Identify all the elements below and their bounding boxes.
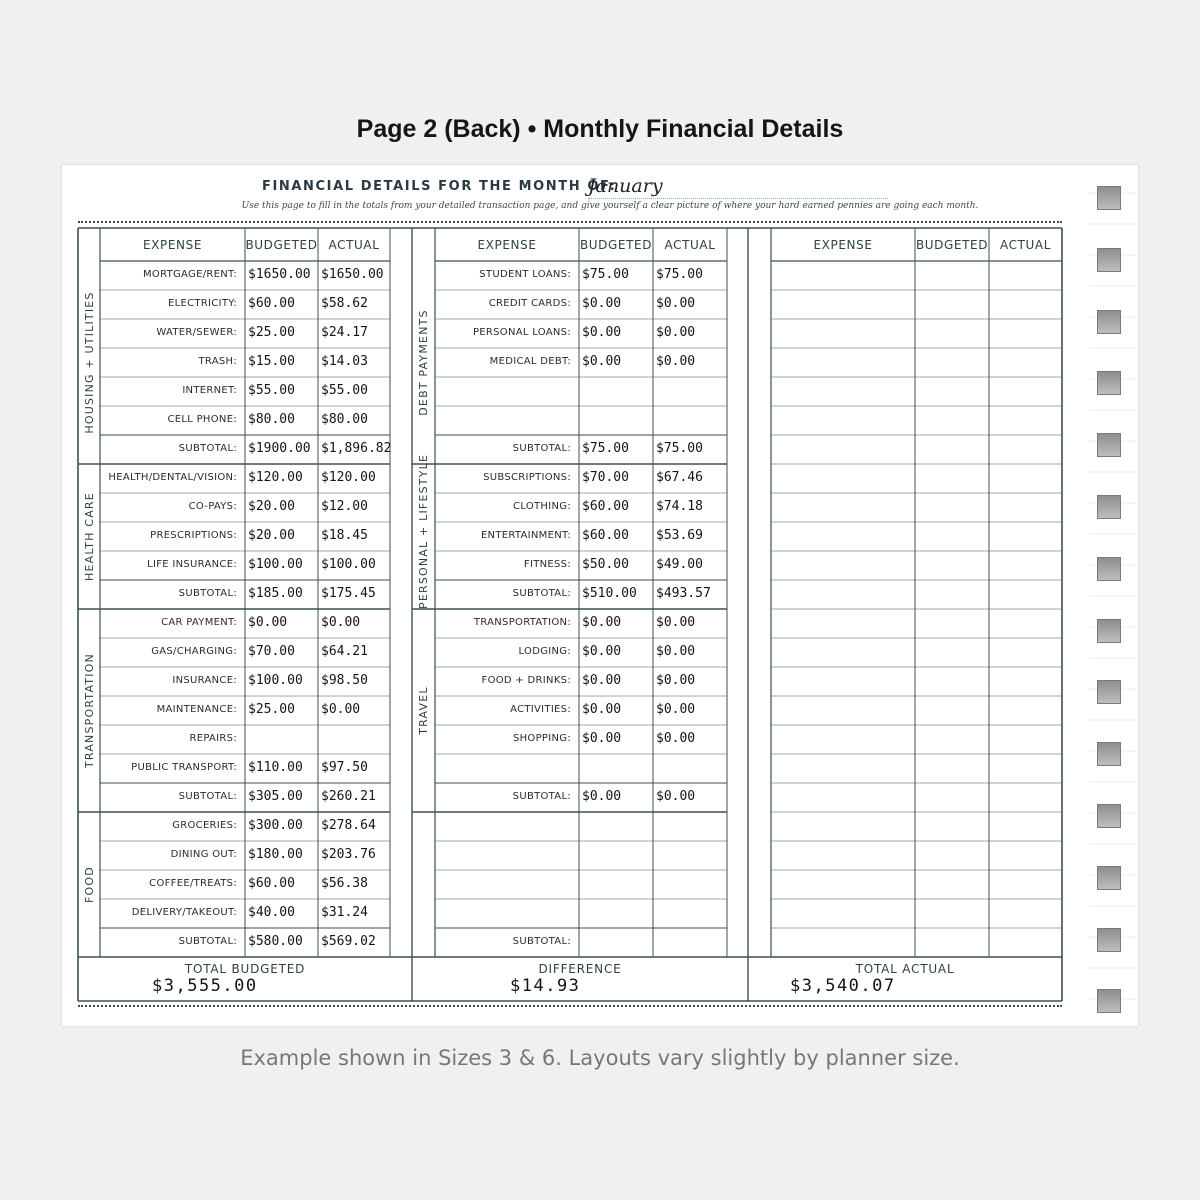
expense-label: GAS/CHARGING:: [151, 646, 237, 657]
spiral-binding-strip: [1089, 165, 1137, 1026]
actual-header: ACTUAL: [664, 238, 716, 252]
actual-value: $100.00: [321, 557, 376, 572]
section-title-1-2: TRAVEL: [417, 685, 430, 735]
budgeted-value: $40.00: [248, 905, 295, 920]
budgeted-value: $55.00: [248, 383, 295, 398]
expense-label: PUBLIC TRANSPORT:: [131, 762, 237, 773]
subtotal-label: SUBTOTAL:: [512, 936, 571, 947]
budgeted-value: $60.00: [248, 296, 295, 311]
month-label: FINANCIAL DETAILS FOR THE MONTH OF:: [262, 179, 617, 194]
actual-value: $0.00: [656, 673, 696, 688]
budgeted-value: $110.00: [248, 760, 303, 775]
expense-label: WATER/SEWER:: [156, 327, 237, 338]
budgeted-value: $300.00: [248, 818, 303, 833]
budgeted-value: $75.00: [582, 441, 629, 456]
month-value: January: [588, 175, 888, 199]
budgeted-value: $60.00: [582, 499, 629, 514]
actual-value: $64.21: [321, 644, 368, 659]
budgeted-value: $305.00: [248, 789, 303, 804]
expense-label: TRASH:: [198, 356, 237, 367]
budgeted-value: $100.00: [248, 557, 303, 572]
expense-label: FOOD + DRINKS:: [481, 675, 571, 686]
budgeted-value: $0.00: [582, 731, 622, 746]
budgeted-value: $185.00: [248, 586, 303, 601]
expense-label: CELL PHONE:: [167, 414, 237, 425]
budgeted-value: $25.00: [248, 702, 295, 717]
actual-value: $278.64: [321, 818, 376, 833]
actual-value: $569.02: [321, 934, 376, 949]
section-title-0-2: TRANSPORTATION: [82, 652, 96, 768]
expense-label: DELIVERY/TAKEOUT:: [131, 907, 237, 918]
actual-header: ACTUAL: [1000, 238, 1051, 252]
expense-label: STUDENT LOANS:: [479, 269, 571, 280]
actual-value: $0.00: [656, 789, 696, 804]
subtotal-label: SUBTOTAL:: [512, 443, 571, 454]
actual-value: $203.76: [321, 847, 376, 862]
subtotal-label: SUBTOTAL:: [178, 588, 237, 599]
binding-hole: [1097, 866, 1121, 890]
expense-label: CLOTHING:: [513, 501, 571, 512]
budgeted-value: $120.00: [248, 470, 303, 485]
actual-value: $12.00: [321, 499, 368, 514]
budgeted-value: $70.00: [248, 644, 295, 659]
dotted-divider-bottom: [78, 1005, 1062, 1007]
section-title-0-3: FOOD: [82, 865, 96, 903]
budgeted-header: BUDGETED: [579, 238, 653, 252]
budgeted-header: BUDGETED: [245, 238, 318, 252]
actual-value: $53.69: [656, 528, 703, 543]
budgeted-value: $0.00: [582, 354, 622, 369]
expense-label: MAINTENANCE:: [156, 704, 237, 715]
actual-value: $0.00: [656, 325, 696, 340]
page-title: Page 2 (Back) • Monthly Financial Details: [356, 115, 844, 143]
budgeted-value: $70.00: [582, 470, 629, 485]
subtotal-label: SUBTOTAL:: [178, 791, 237, 802]
binding-hole: [1097, 680, 1121, 704]
budgeted-value: $0.00: [582, 789, 622, 804]
budgeted-value: $0.00: [582, 296, 622, 311]
total-actual-value: $3,540.07: [790, 976, 896, 996]
binding-hole: [1097, 248, 1121, 272]
expense-label: ENTERTAINMENT:: [480, 530, 571, 541]
budgeted-value: $0.00: [582, 702, 622, 717]
expense-label: ACTIVITIES:: [510, 704, 571, 715]
expense-label: LODGING:: [518, 646, 571, 657]
binding-hole: [1097, 433, 1121, 457]
expense-label: LIFE INSURANCE:: [147, 559, 237, 570]
actual-value: $0.00: [656, 615, 696, 630]
expense-label: COFFEE/TREATS:: [149, 878, 237, 889]
budgeted-value: $0.00: [582, 615, 622, 630]
expense-label: CO-PAYS:: [188, 501, 237, 512]
budgeted-value: $1900.00: [248, 441, 311, 456]
expense-label: PERSONAL LOANS:: [472, 327, 571, 338]
expense-label: INTERNET:: [182, 385, 237, 396]
actual-value: $75.00: [656, 441, 703, 456]
budgeted-value: $0.00: [582, 325, 622, 340]
actual-value: $120.00: [321, 470, 376, 485]
budgeted-value: $100.00: [248, 673, 303, 688]
expense-header: EXPENSE: [813, 238, 873, 252]
actual-value: $74.18: [656, 499, 703, 514]
expense-label: CREDIT CARDS:: [488, 298, 571, 309]
budgeted-value: $25.00: [248, 325, 295, 340]
actual-value: $0.00: [656, 644, 696, 659]
actual-value: $175.45: [321, 586, 376, 601]
expense-label: REPAIRS:: [189, 733, 237, 744]
subtotal-label: SUBTOTAL:: [512, 588, 571, 599]
subtotal-label: SUBTOTAL:: [512, 791, 571, 802]
actual-value: $0.00: [656, 296, 696, 311]
expense-header: EXPENSE: [477, 238, 537, 252]
budgeted-value: $20.00: [248, 528, 295, 543]
budgeted-value: $0.00: [582, 673, 622, 688]
caption-text: Example shown in Sizes 3 & 6. Layouts vary slightly by planner size.: [240, 1046, 960, 1070]
actual-header: ACTUAL: [328, 238, 380, 252]
total-budgeted-label: TOTAL BUDGETED: [184, 962, 306, 976]
subtotal-label: SUBTOTAL:: [178, 936, 237, 947]
actual-value: $14.03: [321, 354, 368, 369]
actual-value: $0.00: [656, 731, 696, 746]
budgeted-value: $60.00: [582, 528, 629, 543]
actual-value: $0.00: [321, 702, 361, 717]
expense-label: INSURANCE:: [172, 675, 237, 686]
actual-value: $24.17: [321, 325, 368, 340]
expense-label: MEDICAL DEBT:: [489, 356, 571, 367]
actual-value: $75.00: [656, 267, 703, 282]
actual-value: $49.00: [656, 557, 703, 572]
dotted-divider-top: [78, 221, 1062, 223]
budgeted-value: $80.00: [248, 412, 295, 427]
actual-value: $1,896.82: [321, 441, 392, 456]
binding-hole: [1097, 371, 1121, 395]
instructions-text: Use this page to fill in the totals from your detailed transaction page, and give yourself a clear picture of where your hard earned pennies are going each month.: [241, 201, 979, 211]
expense-header: EXPENSE: [143, 238, 202, 252]
expense-label: FITNESS:: [523, 559, 571, 570]
expense-label: GROCERIES:: [172, 820, 237, 831]
actual-value: $0.00: [321, 615, 361, 630]
actual-value: $56.38: [321, 876, 368, 891]
binding-hole: [1097, 557, 1121, 581]
actual-value: $31.24: [321, 905, 368, 920]
actual-value: $67.46: [656, 470, 703, 485]
actual-value: $55.00: [321, 383, 368, 398]
binding-hole: [1097, 186, 1121, 210]
budgeted-value: $50.00: [582, 557, 629, 572]
actual-value: $58.62: [321, 296, 368, 311]
total-actual-label: TOTAL ACTUAL: [855, 962, 955, 976]
expense-label: SHOPPING:: [512, 733, 571, 744]
actual-value: $0.00: [656, 702, 696, 717]
actual-value: $493.57: [656, 586, 711, 601]
budgeted-value: $1650.00: [248, 267, 311, 282]
difference-label: DIFFERENCE: [538, 962, 622, 976]
budgeted-value: $60.00: [248, 876, 295, 891]
expense-label: DINING OUT:: [170, 849, 237, 860]
actual-value: $0.00: [656, 354, 696, 369]
actual-value: $1650.00: [321, 267, 384, 282]
subtotal-label: SUBTOTAL:: [178, 443, 237, 454]
actual-value: $18.45: [321, 528, 368, 543]
actual-value: $97.50: [321, 760, 368, 775]
binding-hole: [1097, 989, 1121, 1013]
budgeted-value: $580.00: [248, 934, 303, 949]
budgeted-value: $0.00: [248, 615, 288, 630]
budgeted-value: $180.00: [248, 847, 303, 862]
expense-label: TRANSPORTATION:: [473, 617, 571, 628]
budgeted-value: $510.00: [582, 586, 637, 601]
binding-hole: [1097, 619, 1121, 643]
total-budgeted-value: $3,555.00: [152, 976, 258, 996]
binding-hole: [1097, 804, 1121, 828]
expense-label: ELECTRICITY:: [168, 298, 237, 309]
binding-hole: [1097, 310, 1121, 334]
section-title-1-1: PERSONAL + LIFESTYLE: [417, 453, 430, 609]
expense-label: CAR PAYMENT:: [161, 617, 237, 628]
budgeted-value: $0.00: [582, 644, 622, 659]
actual-value: $260.21: [321, 789, 376, 804]
binding-hole: [1097, 495, 1121, 519]
budgeted-value: $15.00: [248, 354, 295, 369]
difference-value: $14.93: [510, 976, 581, 996]
binding-hole: [1097, 742, 1121, 766]
expense-label: SUBSCRIPTIONS:: [483, 472, 571, 483]
expense-label: MORTGAGE/RENT:: [142, 269, 237, 280]
actual-value: $98.50: [321, 673, 368, 688]
expense-label: HEALTH/DENTAL/VISION:: [108, 472, 237, 483]
budgeted-header: BUDGETED: [915, 238, 989, 252]
budgeted-value: $75.00: [582, 267, 629, 282]
budgeted-value: $20.00: [248, 499, 295, 514]
section-title-1-0: DEBT PAYMENTS: [417, 308, 430, 416]
binding-hole: [1097, 928, 1121, 952]
section-title-0-1: HEALTH CARE: [82, 491, 96, 581]
expense-label: PRESCRIPTIONS:: [150, 530, 237, 541]
actual-value: $80.00: [321, 412, 368, 427]
section-title-0-0: HOUSING + UTILITIES: [82, 290, 96, 434]
